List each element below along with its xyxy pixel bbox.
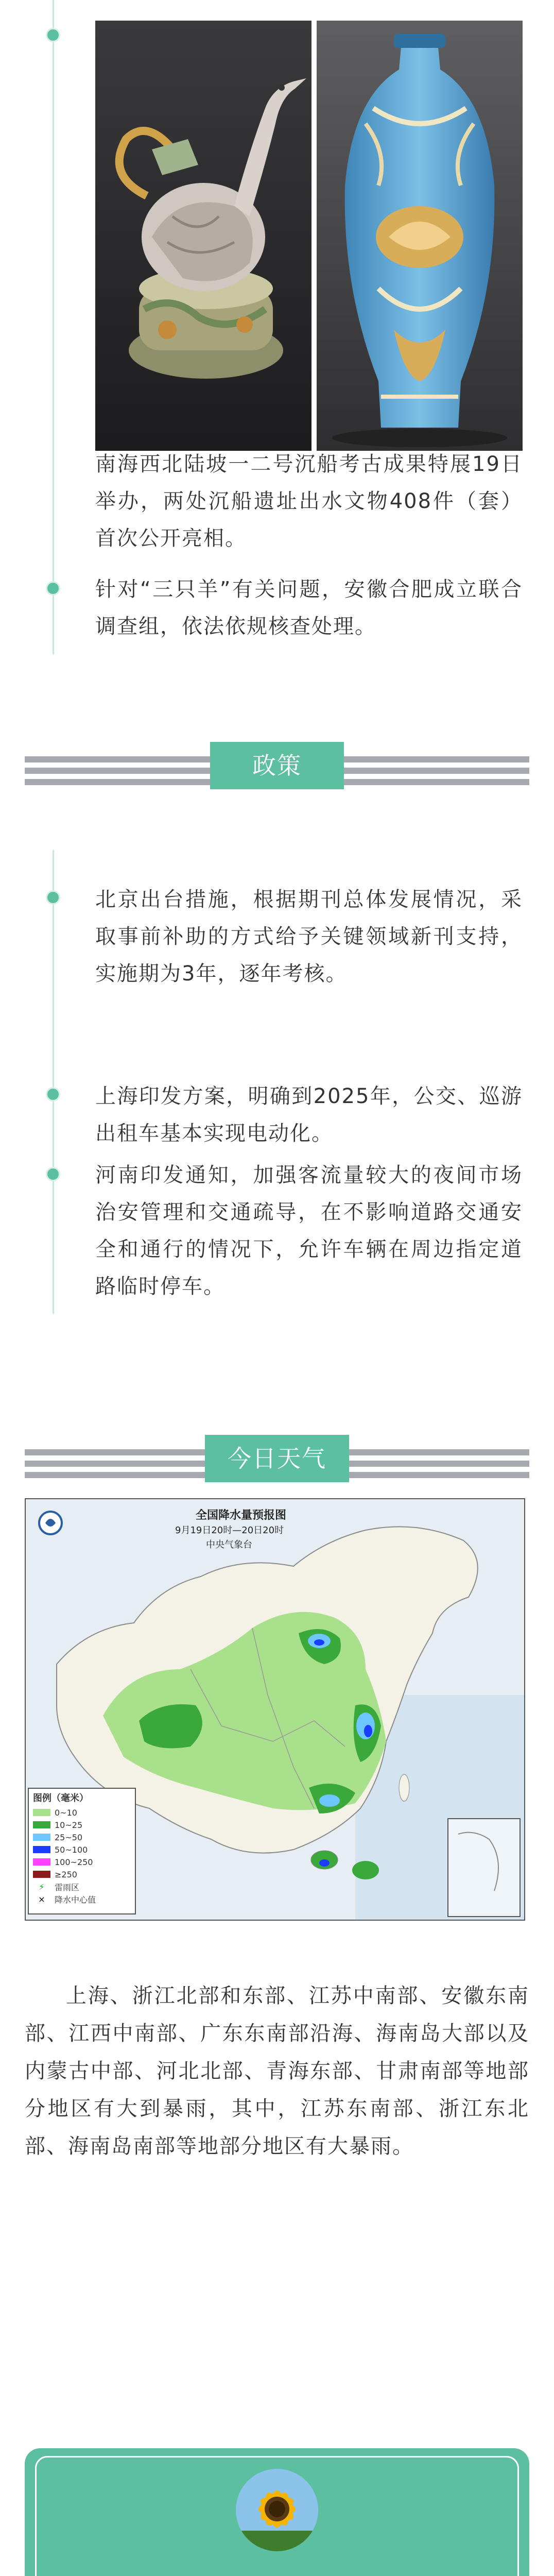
legend-item: 25~50 [33,1831,131,1843]
news-item-1: 南海西北陆坡一二号沉船考古成果特展19日举办，两处沉船遗址出水文物408件（套）首次公开亮相。 [95,452,523,550]
section-header-policy [0,742,554,799]
legend-item: ⚡ 雷雨区 [39,1882,80,1892]
weather-forecast-text: 上海、浙江北部和东部、江苏中南部、安徽东南部、江西中南部、广东东南部沿海、海南岛大部以及内蒙古中部、河北北部、青海东部、甘肃南部等地部分地区有大到暴雨，其中，江苏东南部、浙江东北部、海南岛南部等地部分地区有大暴雨。 [25,1984,529,2158]
artifact-image-vase [317,21,523,451]
policy-item-3: 河南印发通知，加强客流量较大的夜间市场治安管理和交通疏导，在不影响道路交通安全和通行的情况下，允许车辆在周边指定道路临时停车。 [95,1163,523,1298]
policy-item-2: 上海印发方案，明确到2025年，公交、巡游出租车基本实现电动化。 [95,1084,523,1145]
legend-item: 10~25 [33,1819,131,1831]
timeline-line [53,850,54,1314]
morning-quote-card [25,2448,529,2576]
news-item-2: 针对“三只羊”有关问题，安徽合肥成立联合调查组，依法依规核查处理。 [95,578,523,638]
timeline-dot [46,28,60,42]
sunflower-image [236,2469,318,2551]
section-title-policy: 政策 [210,742,344,789]
legend-title: 图例（毫米） [33,1793,89,1804]
timeline-dot [46,581,60,596]
section-header-weather [0,1435,554,1492]
map-source: 中央气象台 [206,1539,252,1550]
map-title: 全国降水量预报图 [196,1509,287,1522]
artifact-image-ewer [95,21,311,451]
timeline-line [53,0,54,654]
timeline-dot [46,1167,60,1181]
map-date: 9月19日20时—20日20时 [175,1525,284,1536]
policy-item-1: 北京出台措施，根据期刊总体发展情况，采取事前补助的方式给予关键领域新刊支持，实施期为3年，逐年考核。 [95,888,523,986]
precipitation-map [25,1498,525,1921]
timeline-dot [46,1087,60,1101]
legend-item: 50~100 [33,1843,131,1856]
timeline-dot [46,890,60,905]
section-title-weather: 今日天气 [205,1435,349,1482]
map-legend [28,1788,136,1914]
legend-item: ≥250 [33,1868,131,1880]
legend-item: 0~10 [33,1806,131,1819]
legend-item: 100~250 [33,1856,131,1868]
legend-item: × 降水中心值 [38,1894,96,1905]
